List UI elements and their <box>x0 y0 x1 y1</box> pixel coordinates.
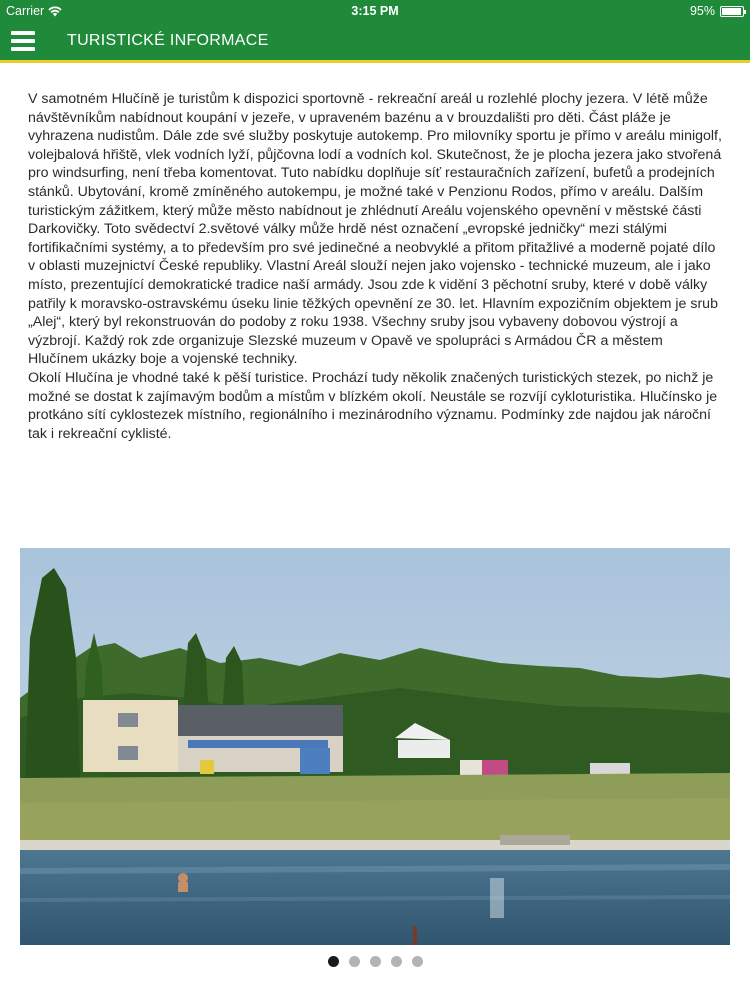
gallery-dot-4[interactable] <box>391 956 402 967</box>
battery-percentage: 95% <box>689 4 715 18</box>
battery-indicator <box>690 4 744 18</box>
navigation-bar <box>0 22 750 60</box>
carrier-label: Carrier <box>6 4 45 18</box>
article-paragraph: Okolí Hlučína je vhodné také k pěší turistice. Prochází tudy několik značených turistických stezek, po nichž je možné se dostat k zajímavým bodům a místům v blízkém okolí. Neustále se rozvíjí cykloturistika. Hlučínsko je protkáno sítí cyklostezek místního, regionálního i mezinárodního významu. Podmínky zde najdou jak nároční tak i rekreační cyklisté. <box>28 369 718 442</box>
header-accent-line <box>0 60 750 63</box>
gallery-dot-1[interactable] <box>328 956 339 967</box>
clock: 3:15 PM <box>351 4 399 18</box>
gallery-page-indicator <box>0 956 750 967</box>
page-title: TURISTICKÉ INFORMACE <box>67 32 269 49</box>
battery-icon <box>720 6 744 17</box>
gallery-dot-5[interactable] <box>412 956 423 967</box>
hamburger-menu-icon[interactable] <box>11 29 37 53</box>
article-text <box>28 90 724 443</box>
battery-level-fill <box>722 8 741 15</box>
gallery-dot-2[interactable] <box>349 956 360 967</box>
status-bar <box>0 0 750 22</box>
gallery-photo-lake-recreation-area <box>20 548 730 945</box>
article-paragraph: V samotném Hlučíně je turistům k dispozici sportovně - rekreační areál u rozlehlé plochy jezera. V létě může návštěvníkům nabídnout koupání v jezeře, v upraveném bazénu a v brouzdališti pro děti. Část pláže je vyhrazena nudistům. Dále zde své služby poskytuje autokemp. Pro milovníky sportu je přímo v areálu minigolf, volejbalová hřiště, vlek vodních lyží, půjčovna lodí a vodních kol. Skutečnost, že je plocha jezera jako stvořená pro windsurfing, není třeba komentovat. Tuto nabídku doplňuje síť restauračních zařízení, bufetů a prodejních stánků. Ubytování, kromě zmíněného autokempu, je možné také v Penzionu Rodos, přímo v areálu. Dalším turistickým zážitkem, který může město nabídnout je zhlédnutí Areálu vojenského opevnění v městské části Darkovičky. Toto svědectví 2.světové války může hrdě nést označení „evropské jedničky“ mezi stálými fortifikačními systémy, a to především pro své jedinečné a neobvyklé a přitom přitažlivé a moderně pojaté dílo v oblasti muzejnictví České republiky. Vlastní Areál slouží nejen jako vojensko - technické muzeum, ale i jako místo, prezentující demokratické tradice naší armády. Jsou zde k vidění 3 pěchotní sruby, které v době války patřily k moravsko-ostravskému úseku linie těžkých opevnění ze 30. let. Hlavním expozičním objektem je srub „Alej“, který byl rekonstruován do podoby z roku 1938. Všechny sruby jsou vybaveny dobovou výstrojí a výzbrojí. Každý rok zde organizuje Slezské muzeum v Opavě ve spolupráci s Armádou ČR a městem Hlučínem ukázky boje a vojenské techniky. <box>28 91 722 368</box>
photo-gallery[interactable] <box>20 548 730 945</box>
gallery-dot-3[interactable] <box>370 956 381 967</box>
